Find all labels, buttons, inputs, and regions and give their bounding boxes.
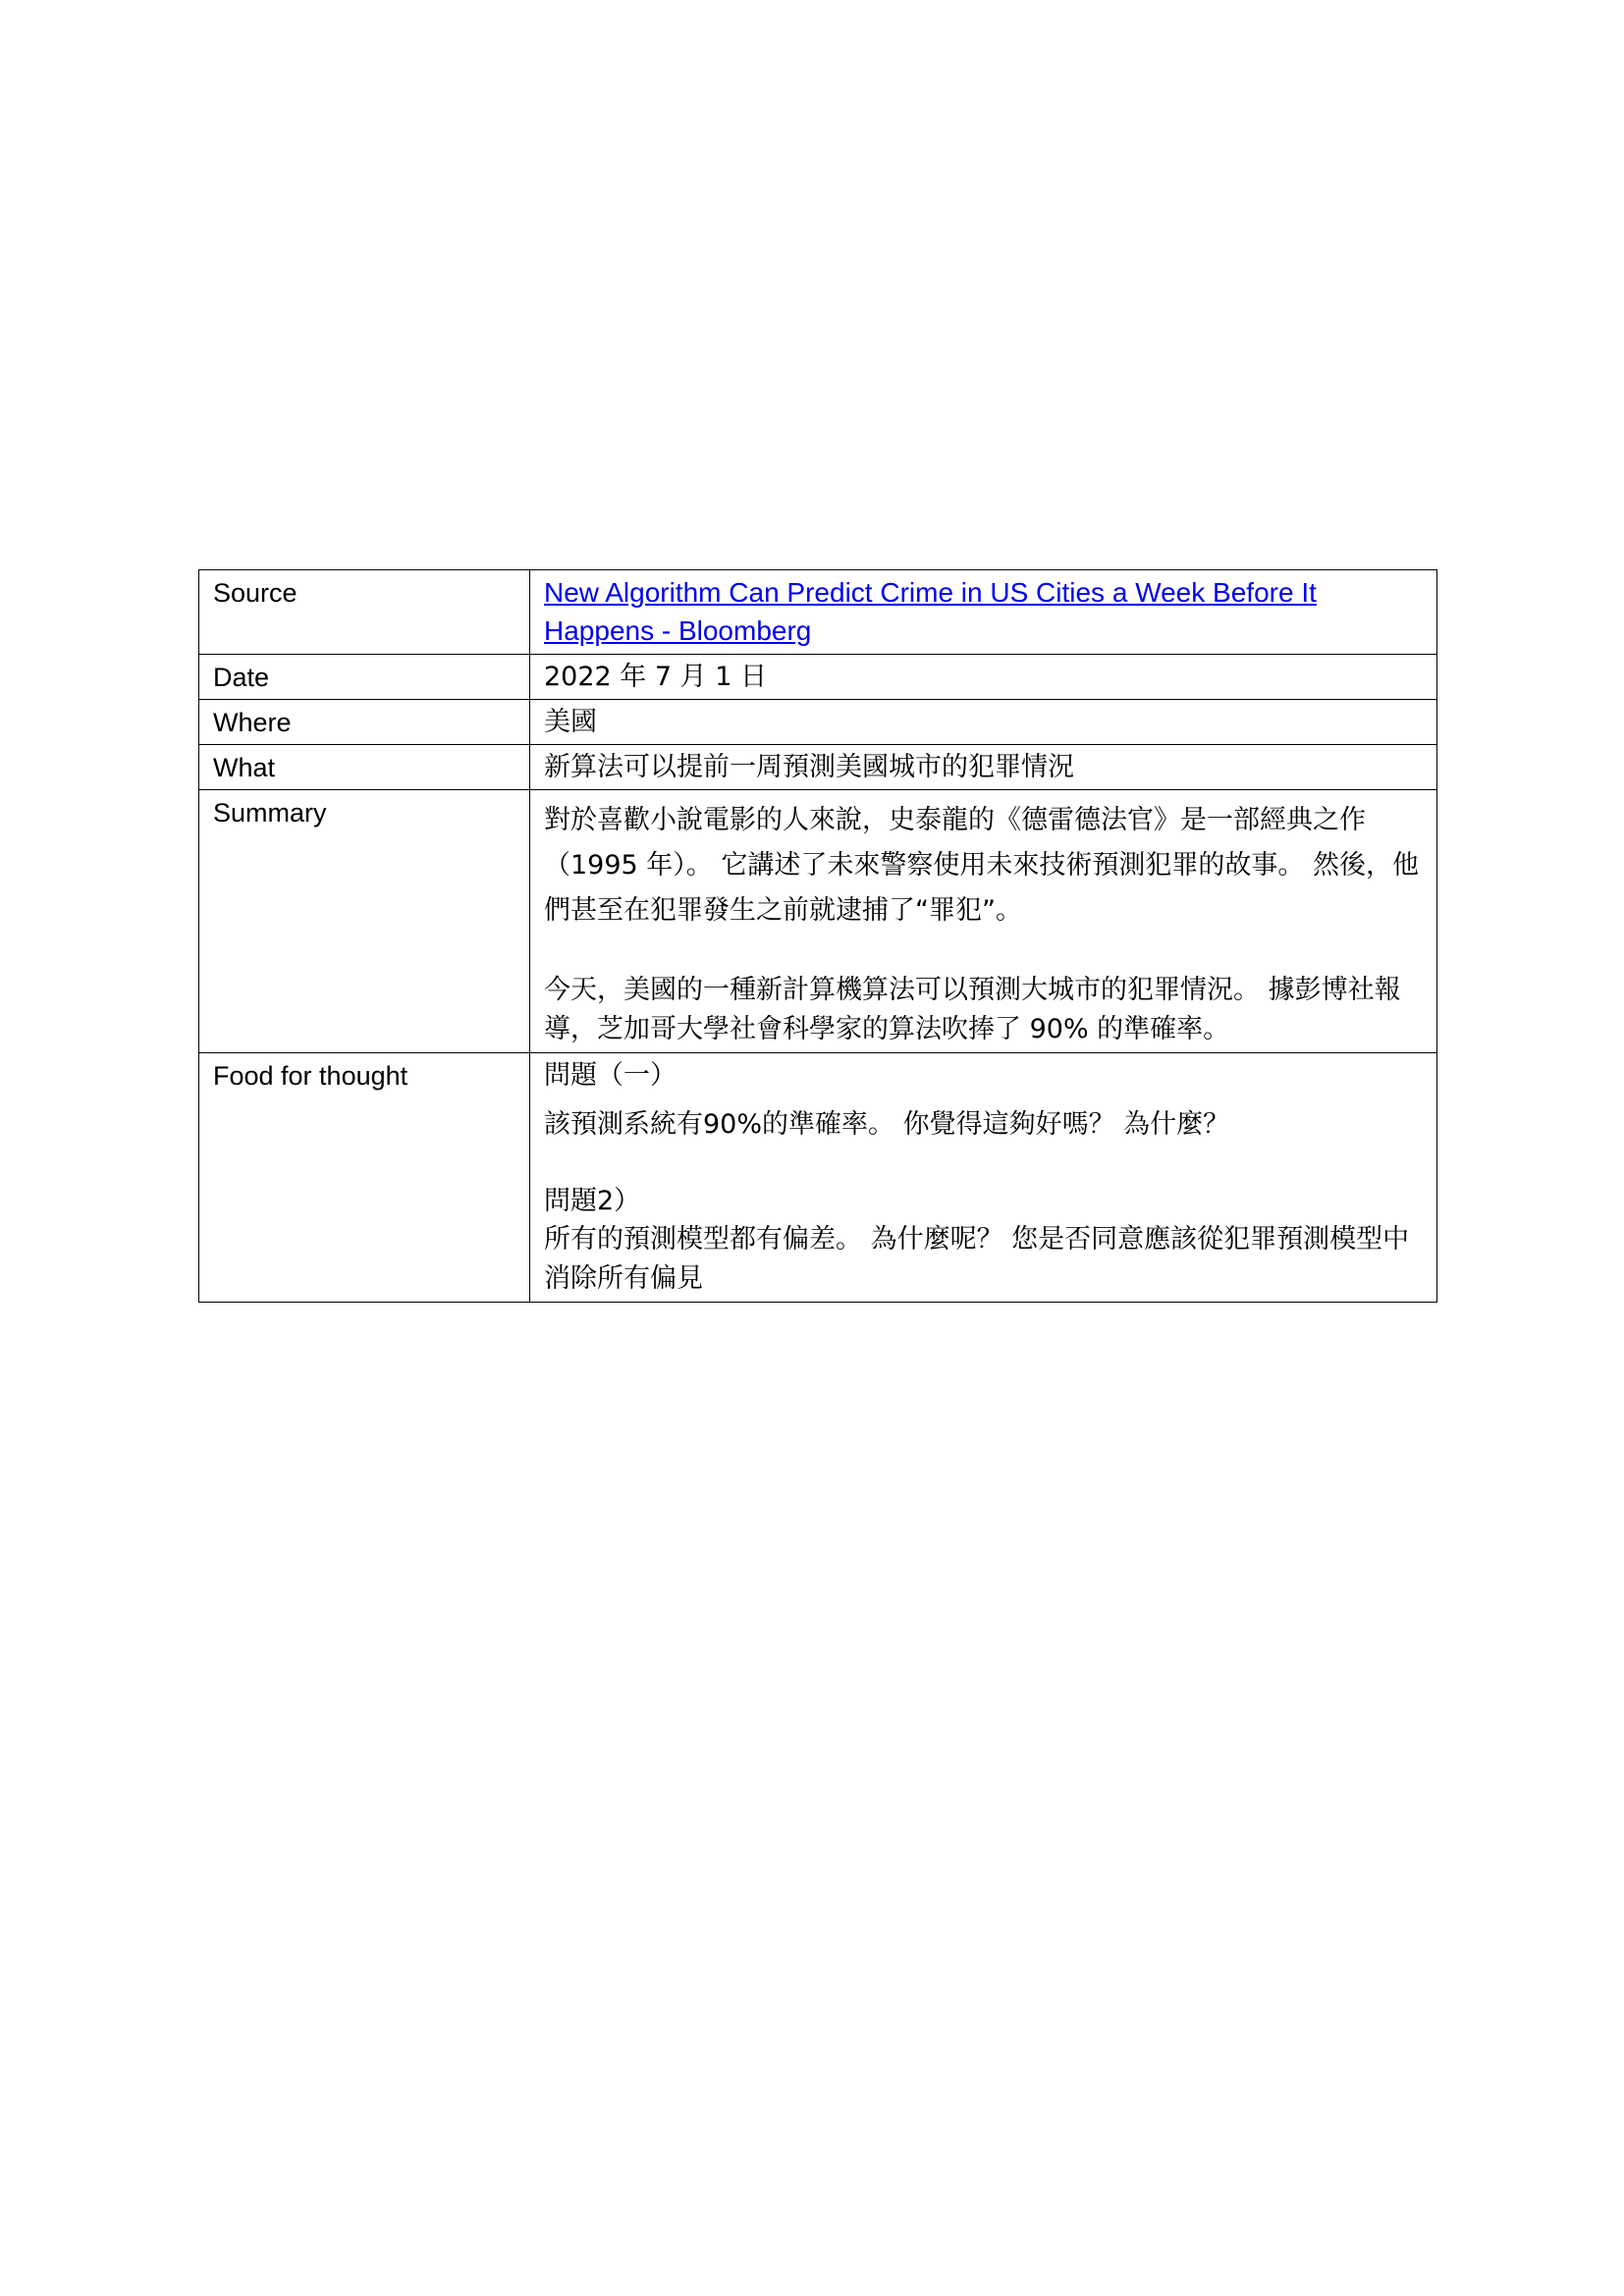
where-value: 美國 bbox=[530, 700, 1437, 745]
question-1-title: 問題（一） bbox=[544, 1060, 677, 1091]
date-value: 2022 年 7 月 1 日 bbox=[530, 655, 1437, 700]
source-link[interactable]: New Algorithm Can Predict Crime in US Cities a Week Before It Happens - Bloomberg bbox=[544, 577, 1317, 646]
summary-label: Summary bbox=[199, 790, 530, 1053]
table-row-date bbox=[199, 655, 1437, 700]
table-row-food-for-thought bbox=[199, 1053, 1437, 1303]
where-label: Where bbox=[199, 700, 530, 745]
what-value: 新算法可以提前一周預測美國城市的犯罪情況 bbox=[530, 745, 1437, 790]
question-1-text: 該預測系統有90%的準確率。 你覺得這夠好嗎？ 為什麼？ bbox=[544, 1109, 1230, 1140]
summary-paragraph-2: 今天，美國的一種新計算機算法可以預測大城市的犯罪情況。 據彭博社報導，芝加哥大學社會科學家的算法吹捧了 90% 的準確率。 bbox=[544, 975, 1401, 1044]
news-info-table bbox=[198, 569, 1437, 1303]
table-row-summary bbox=[199, 790, 1437, 1053]
summary-value bbox=[530, 790, 1437, 1053]
food-for-thought-value bbox=[530, 1053, 1437, 1303]
date-label: Date bbox=[199, 655, 530, 700]
summary-paragraph-1: 對於喜歡小說電影的人來說，史泰龍的《德雷德法官》是一部經典之作（1995 年）。 它講述了未來警察使用未來技術預測犯罪的故事。 然後，他們甚至在犯罪發生之前就逮捕了“罪犯”。 bbox=[544, 805, 1419, 926]
question-2-text: 所有的預測模型都有偏差。 為什麼呢？ 您是否同意應該從犯罪預測模型中消除所有偏見 bbox=[544, 1224, 1410, 1294]
table-row-source bbox=[199, 570, 1437, 655]
question-2-title: 問題2） bbox=[544, 1186, 641, 1216]
source-value bbox=[530, 570, 1437, 655]
food-for-thought-label: Food for thought bbox=[199, 1053, 530, 1303]
table-row-what bbox=[199, 745, 1437, 790]
what-label: What bbox=[199, 745, 530, 790]
source-label: Source bbox=[199, 570, 530, 655]
table-row-where bbox=[199, 700, 1437, 745]
